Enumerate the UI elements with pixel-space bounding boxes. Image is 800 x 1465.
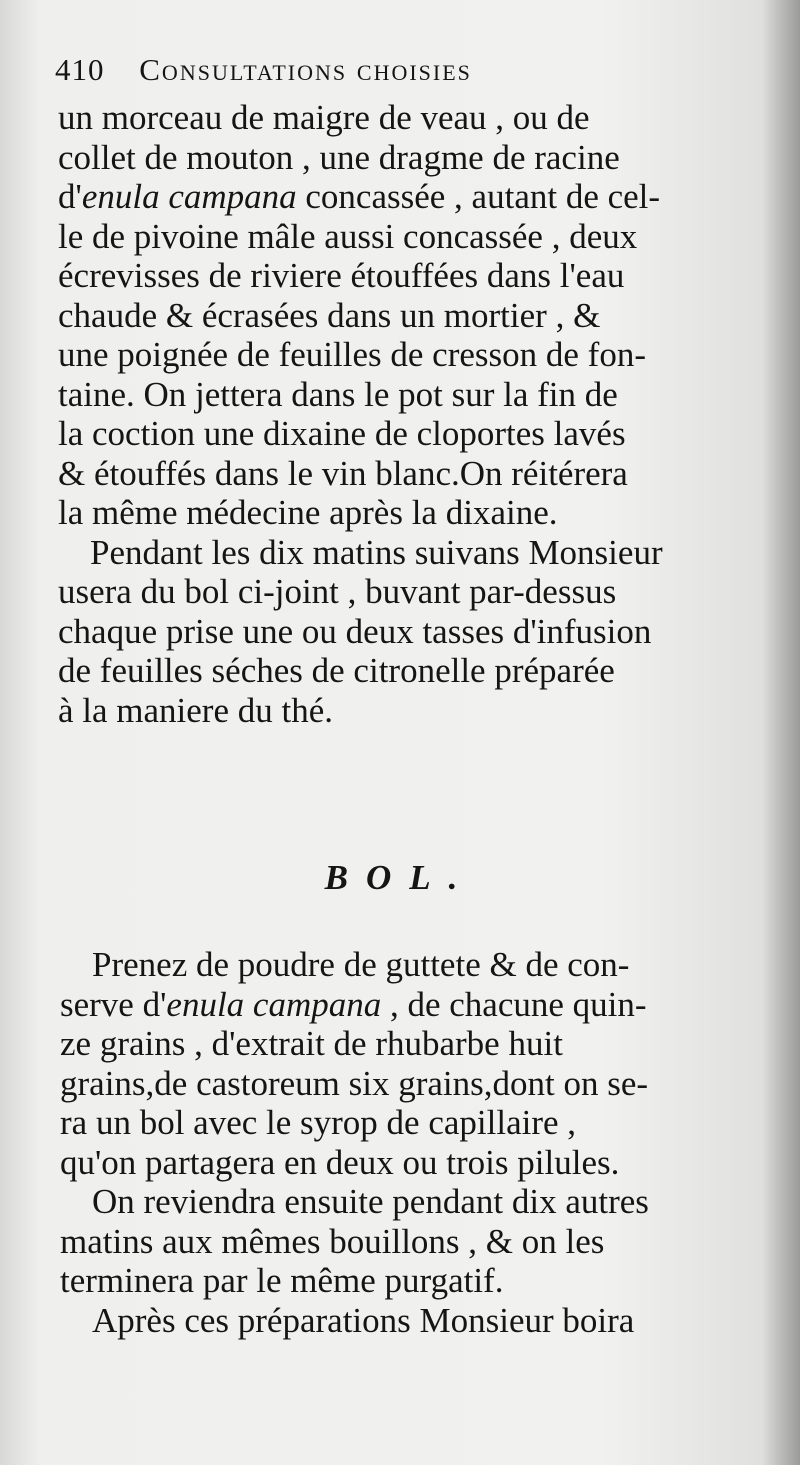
gutter-shadow — [762, 0, 800, 1465]
text-line: Après ces préparations Monsieur boira — [92, 1300, 635, 1340]
text-line: chaque prise une ou deux tasses d'infusion — [58, 611, 652, 651]
text-line: taine. On jettera dans le pot sur la fin de — [58, 374, 618, 414]
text-line: une poignée de feuilles de cresson de fon- — [58, 335, 646, 374]
recipe-text — [60, 945, 736, 1340]
text-line: la coction une dixaine de cloportes lavés — [58, 414, 626, 453]
text-line: d'enula campana concassée , autant de cel- — [58, 177, 661, 216]
paragraph-1 — [58, 98, 734, 533]
text-line: ra un bol avec le syrop de capillaire , — [60, 1103, 577, 1142]
text-line: grains,de castoreum six grains,dont on se- — [60, 1063, 649, 1103]
paragraph-2 — [58, 533, 734, 731]
text-line: usera du bol ci-joint , buvant par-dessus — [58, 572, 617, 611]
page-number: 410 — [55, 52, 105, 87]
running-header — [55, 52, 715, 88]
text-line: qu'on partagera en deux ou trois pilules. — [60, 1142, 620, 1182]
text-line: à la maniere du thé. — [58, 690, 334, 730]
text-line: collet de mouton , une dragme de racine — [58, 137, 620, 177]
section-heading: BOL. — [324, 858, 476, 897]
text-line: ze grains , d'extrait de rhubarbe huit — [60, 1024, 563, 1063]
text-line: un morceau de maigre de veau , ou de — [58, 98, 590, 137]
paragraph-recipe — [60, 945, 736, 1182]
text-line: la même médecine après la dixaine. — [58, 493, 558, 532]
text-line: Pendant les dix matins suivans Monsieur — [90, 532, 663, 572]
text-line: le de pivoine mâle aussi concassée , deux — [58, 216, 638, 256]
text-line: matins aux mêmes bouillons , & on les — [60, 1221, 605, 1261]
text-line: chaude & écrasées dans un mortier , & — [58, 295, 601, 335]
text-line: & étouffés dans le vin blanc.On réitérera — [58, 453, 628, 493]
text-line: Prenez de poudre de guttete & de con- — [92, 945, 630, 984]
text-line: terminera par le même purgatif. — [60, 1261, 504, 1300]
text-line: de feuilles séches de citronelle préparée — [58, 651, 615, 690]
text-line: On reviendra ensuite pendant dix autres — [92, 1182, 649, 1221]
running-title: Consultations choisies — [139, 52, 472, 87]
paragraph-5 — [60, 1301, 736, 1341]
main-text — [58, 98, 734, 730]
paragraph-4 — [60, 1182, 736, 1301]
text-line: écrevisses de riviere étouffées dans l'eau — [58, 256, 625, 295]
text-line: serve d'enula campana , de chacune quin- — [60, 984, 647, 1024]
